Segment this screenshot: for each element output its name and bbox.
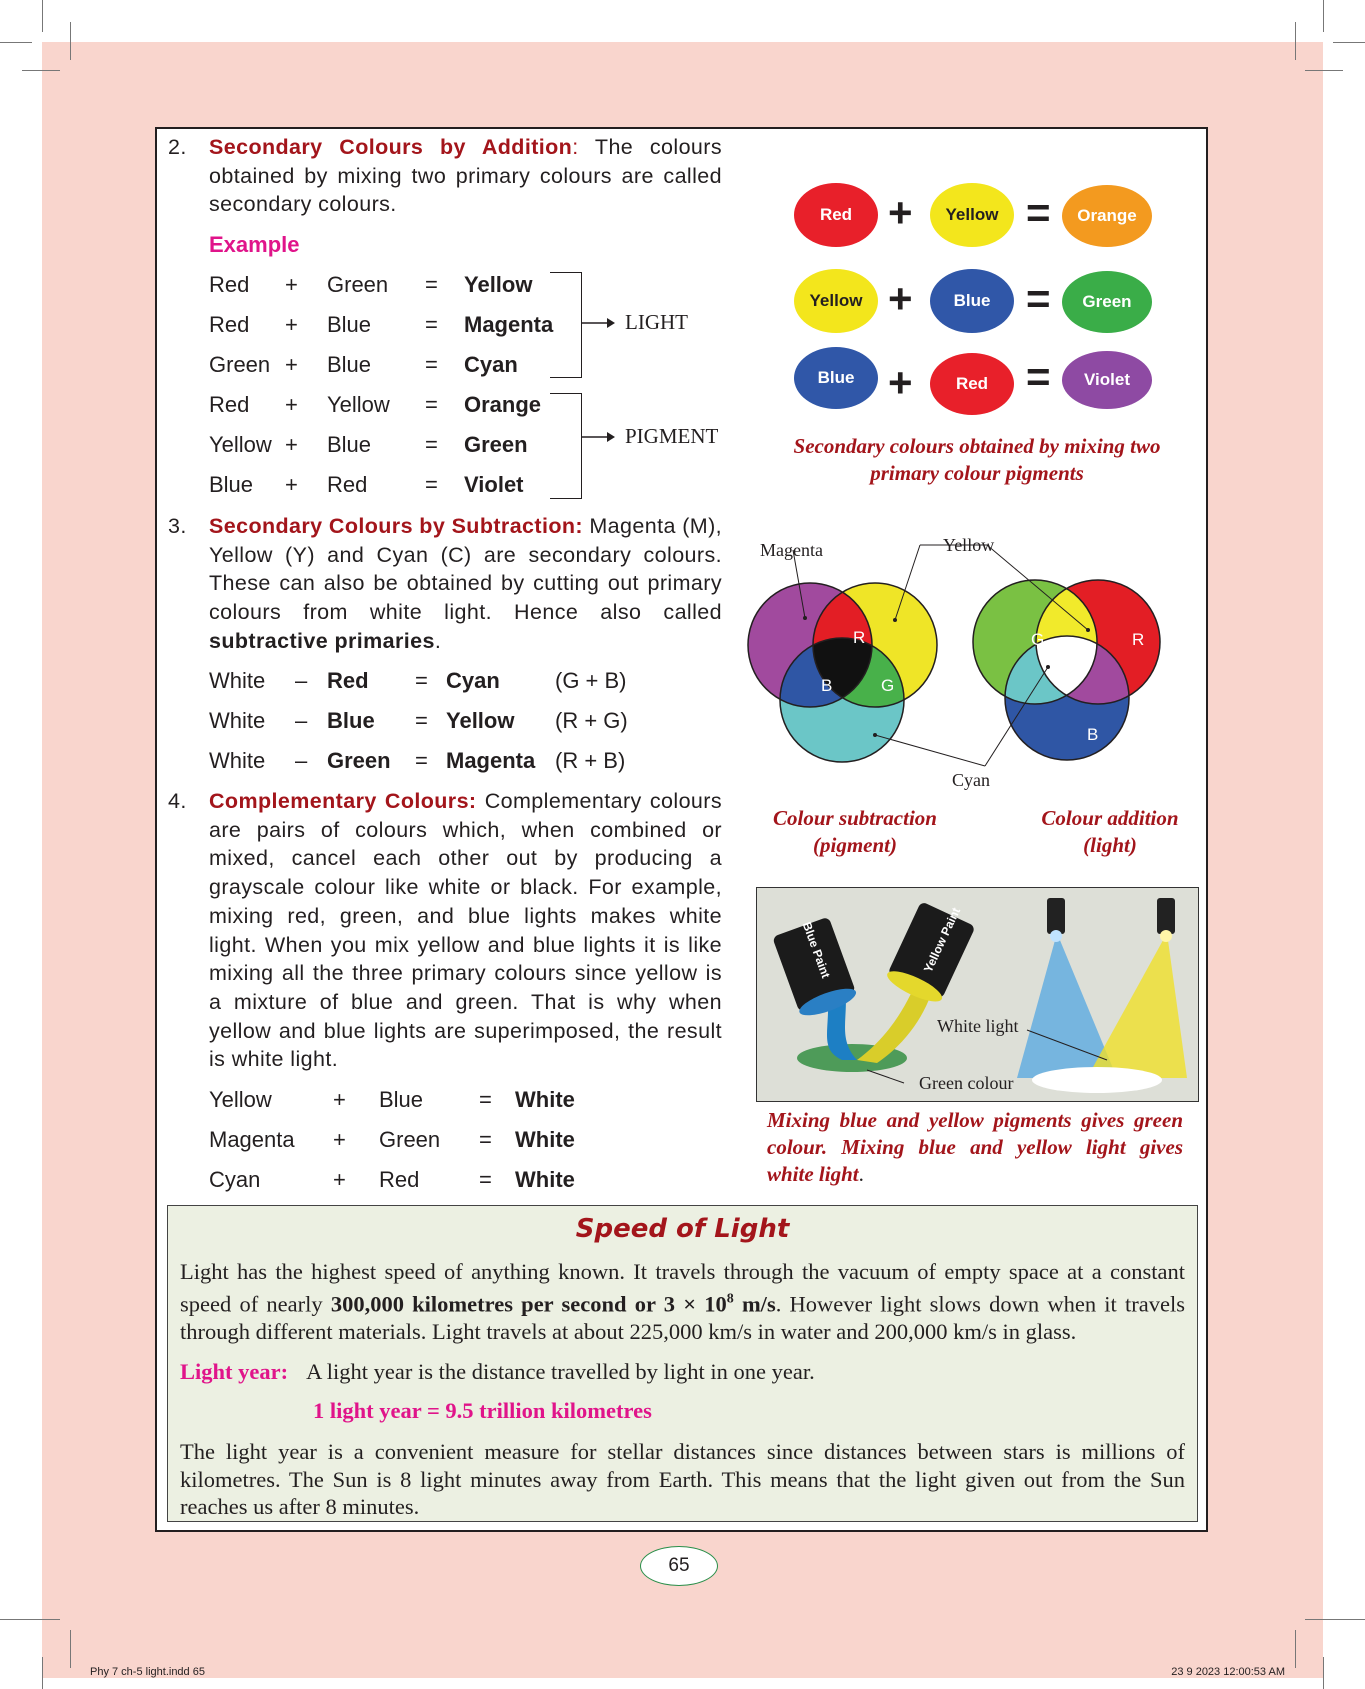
section-2-heading: Secondary Colours by Addition — [209, 135, 573, 159]
figure-1-caption — [767, 433, 1187, 487]
eq-term: Magenta — [209, 1127, 295, 1152]
equals-sign: = — [1026, 189, 1051, 236]
paint-blob-violet: Violet — [1062, 351, 1152, 409]
eq-operator: + — [285, 312, 298, 337]
equation-row — [209, 345, 569, 385]
pigment-mixing-figure — [790, 175, 1160, 415]
label-yellow: Yellow — [943, 535, 995, 555]
yellow-paint-label: Yellow Paint — [920, 905, 964, 975]
light-arrow — [581, 315, 615, 331]
eq-result: Cyan — [446, 668, 500, 693]
text-run: A light year is the distance travelled by light in one year. — [306, 1359, 815, 1384]
eq-term: Blue — [327, 352, 372, 377]
caption-line: (light) — [1083, 833, 1137, 857]
eq-term: Blue — [327, 432, 372, 457]
label-magenta: Magenta — [760, 540, 823, 560]
footer-timestamp: 23 9 2023 12:00:53 AM — [1171, 1666, 1285, 1678]
eq-equals: = — [479, 1127, 492, 1152]
caption-line: primary colour pigments — [870, 461, 1084, 485]
caption-period: . — [858, 1162, 864, 1186]
speed-of-light-box — [167, 1205, 1198, 1522]
paint-blob-yellow: Yellow — [930, 183, 1014, 247]
equation-row — [209, 741, 629, 781]
speed-unit: m/s — [733, 1291, 776, 1316]
plus-sign: + — [888, 275, 913, 322]
section-3-heading: Secondary Colours by Subtraction: — [209, 514, 583, 538]
eq-term: Red — [327, 668, 369, 693]
crop-mark — [22, 1619, 60, 1620]
eq-operator: + — [285, 272, 298, 297]
equation-row — [209, 465, 569, 505]
speed-paragraph-1 — [180, 1258, 1185, 1345]
subtraction-equations — [209, 661, 629, 781]
eq-operator: – — [295, 748, 308, 773]
paint-blob-red: Red — [930, 353, 1014, 415]
text-run: Light has the highest speed of anything known. It travels through the vacuum of empty space at a constant speed of nearly — [180, 1259, 1185, 1316]
eq-term: Cyan — [209, 1167, 261, 1192]
eq-operator: + — [285, 472, 298, 497]
eq-term: Red — [209, 272, 250, 297]
eq-term: White — [209, 668, 266, 693]
eq-term: Green — [209, 352, 271, 377]
pigment-label: PIGMENT — [625, 424, 719, 448]
equation-row — [209, 305, 569, 345]
section-2-paragraph — [209, 133, 722, 219]
paint-blob-orange: Orange — [1062, 185, 1152, 247]
eq-term: Red — [209, 312, 250, 337]
eq-term: Green — [379, 1127, 441, 1152]
eq-term: White — [209, 708, 266, 733]
eq-operator: – — [295, 668, 308, 693]
crop-mark — [0, 42, 32, 43]
subtraction-venn — [748, 583, 937, 762]
section-2-number: 2. — [168, 135, 187, 159]
addition-equations — [209, 265, 569, 505]
paint-blob-blue: Blue — [794, 347, 878, 409]
colour-venn-diagrams — [745, 530, 1205, 795]
equation-row — [209, 265, 569, 305]
eq-result: Yellow — [446, 708, 515, 733]
eq-equals: = — [425, 392, 438, 417]
eq-operator: + — [333, 1167, 346, 1192]
paint-light-figure — [756, 887, 1199, 1102]
equation-row — [209, 1160, 609, 1200]
section-4-heading: Complementary Colours: — [209, 789, 477, 813]
light-year-formula: 1 light year = 9.5 trillion kilometres — [313, 1398, 652, 1423]
eq-term: Green — [327, 748, 391, 773]
section-3-period: . — [434, 628, 442, 653]
eq-equals: = — [415, 708, 428, 733]
eq-result: Green — [464, 432, 528, 457]
plus-sign: + — [888, 189, 913, 236]
eq-equals: = — [425, 312, 438, 337]
eq-equals: = — [425, 432, 438, 457]
eq-result: Orange — [464, 392, 542, 417]
venn-left-g: G — [881, 676, 895, 695]
eq-result: Magenta — [464, 312, 554, 337]
eq-result: White — [515, 1127, 575, 1152]
exponent: 8 — [726, 1291, 734, 1307]
paint-blob-red: Red — [794, 183, 878, 247]
venn-right-b: B — [1087, 725, 1099, 744]
crop-mark — [42, 1657, 43, 1689]
eq-operator: + — [285, 392, 298, 417]
caption-colour-subtraction — [760, 805, 950, 859]
section-2-colon: : — [572, 135, 579, 159]
pigment-bracket — [550, 393, 582, 499]
eq-term: Red — [327, 472, 368, 497]
eq-result: Violet — [464, 472, 524, 497]
eq-operator: + — [333, 1087, 346, 1112]
crop-mark — [22, 70, 60, 71]
crop-mark — [1305, 1619, 1343, 1620]
eq-equals: = — [425, 272, 438, 297]
label-green-colour: Green colour — [919, 1073, 1014, 1093]
equation-row — [209, 1120, 609, 1160]
figure-3-caption — [767, 1107, 1183, 1161]
eq-equals: = — [479, 1167, 492, 1192]
crop-mark — [70, 1630, 71, 1668]
eq-note: (G + B) — [555, 668, 627, 693]
eq-note: (R + B) — [555, 748, 626, 773]
page-number: 65 — [640, 1546, 718, 1586]
eq-result: White — [515, 1167, 575, 1192]
plus-sign: + — [888, 359, 913, 406]
section-3-text: Magenta (M), Yellow (Y) and Cyan (C) are secondary colours. These can also be obtained by cutting out primary colours from white light. Hence also called — [209, 514, 723, 625]
light-year-definition — [180, 1358, 1185, 1386]
crop-mark — [42, 0, 43, 32]
eq-operator: + — [333, 1127, 346, 1152]
caption-line: Secondary colours obtained by mixing two — [793, 434, 1161, 458]
eq-term: Green — [327, 272, 389, 297]
equation-row — [209, 385, 569, 425]
paint-blob-blue: Blue — [930, 269, 1014, 333]
section-4-number: 4. — [168, 789, 187, 813]
eq-equals: = — [425, 352, 438, 377]
crop-mark — [1295, 1630, 1296, 1668]
pigment-arrow — [581, 429, 615, 445]
eq-equals: = — [479, 1087, 492, 1112]
equation-row — [209, 1080, 609, 1120]
crop-mark — [1305, 70, 1343, 71]
caption-line: Mixing blue and yellow pigments gives green — [767, 1108, 1183, 1132]
light-label: LIGHT — [625, 310, 688, 334]
equals-sign: = — [1026, 353, 1051, 400]
caption-line: colour. Mixing blue and yellow light gives — [767, 1135, 1183, 1159]
eq-term: Red — [379, 1167, 420, 1192]
eq-term: Yellow — [209, 432, 272, 457]
text-run: . However light slows down when it travels through different materials. Light travels at about 225,000 km/s in water and 200,000 km/s in glass. — [180, 1291, 1185, 1344]
crop-mark — [1333, 42, 1365, 43]
eq-result: Yellow — [464, 272, 533, 297]
addition-venn — [973, 580, 1160, 760]
eq-term: Yellow — [209, 1087, 272, 1112]
venn-left-b: B — [821, 676, 833, 695]
complementary-equations — [209, 1080, 609, 1200]
crop-mark — [1295, 22, 1296, 60]
speed-paragraph-3: The light year is a convenient measure for stellar distances since distances between stars is millions of kilometres. The Sun is 8 light minutes away from Earth. This means that the light given out from the Sun reaches us after 8 minutes. — [180, 1439, 1185, 1519]
light-bracket — [550, 272, 582, 378]
blue-paint-label: Blue Paint — [799, 920, 833, 980]
section-3-paragraph — [209, 512, 722, 656]
venn-right-g: G — [1031, 630, 1045, 649]
label-cyan: Cyan — [952, 770, 990, 790]
eq-term: Blue — [209, 472, 254, 497]
crop-mark — [70, 22, 71, 60]
section-2-text: The colours obtained by mixing two primary colours are called secondary colours. — [209, 135, 722, 217]
crop-mark — [1323, 1657, 1324, 1689]
venn-right-r: R — [1132, 630, 1145, 649]
equation-row — [209, 425, 569, 465]
crop-mark — [1323, 0, 1324, 32]
caption-line: Colour addition — [1041, 806, 1179, 830]
section-3-bold-term: subtractive primaries — [209, 628, 435, 653]
speed-box-title: Speed of Light — [575, 1214, 790, 1244]
eq-result: Cyan — [464, 352, 518, 377]
equals-sign: = — [1026, 275, 1051, 322]
eq-note: (R + G) — [555, 708, 628, 733]
eq-equals: = — [415, 748, 428, 773]
section-4-paragraph — [209, 787, 722, 1074]
eq-operator: + — [285, 352, 298, 377]
caption-line: Colour subtraction — [773, 806, 937, 830]
caption-line: (pigment) — [813, 833, 897, 857]
eq-term: Yellow — [327, 392, 390, 417]
eq-equals: = — [415, 668, 428, 693]
caption-line: white light — [767, 1162, 859, 1186]
eq-operator: – — [295, 708, 308, 733]
eq-term: Blue — [327, 708, 375, 733]
section-3-number: 3. — [168, 514, 187, 538]
light-year-label: Light year: — [180, 1359, 289, 1384]
equation-row — [209, 661, 629, 701]
eq-operator: + — [285, 432, 298, 457]
eq-term: White — [209, 748, 266, 773]
paint-blob-green: Green — [1062, 271, 1152, 333]
eq-result: Magenta — [446, 748, 536, 773]
footer-file-name: Phy 7 ch-5 light.indd 65 — [90, 1666, 205, 1678]
caption-colour-addition — [1015, 805, 1205, 859]
eq-term: Blue — [327, 312, 372, 337]
venn-left-r: R — [853, 628, 866, 647]
paint-blob-yellow: Yellow — [794, 269, 878, 333]
section-4-text: Complementary colours are pairs of colours which, when combined or mixed, cancel each other out by producing a grayscale colour like white or black. For example, mixing red, green, and blue lights makes white light. When you mix yellow and blue lights it is like mixing all the three primary colours since yellow is a mixture of blue and green. That is why when yellow and blue lights are superimposed, the result is white light. — [209, 789, 722, 1072]
label-white-light: White light — [937, 1016, 1019, 1036]
equation-row — [209, 701, 629, 741]
speed-value: 300,000 kilometres per second or 3 × 10 — [330, 1291, 727, 1316]
eq-result: White — [515, 1087, 575, 1112]
figure-3-caption-last — [767, 1161, 1183, 1188]
example-label: Example — [209, 232, 300, 257]
eq-equals: = — [425, 472, 438, 497]
eq-term: Red — [209, 392, 250, 417]
eq-term: Blue — [379, 1087, 424, 1112]
paint-light-illustration — [757, 888, 1199, 1102]
